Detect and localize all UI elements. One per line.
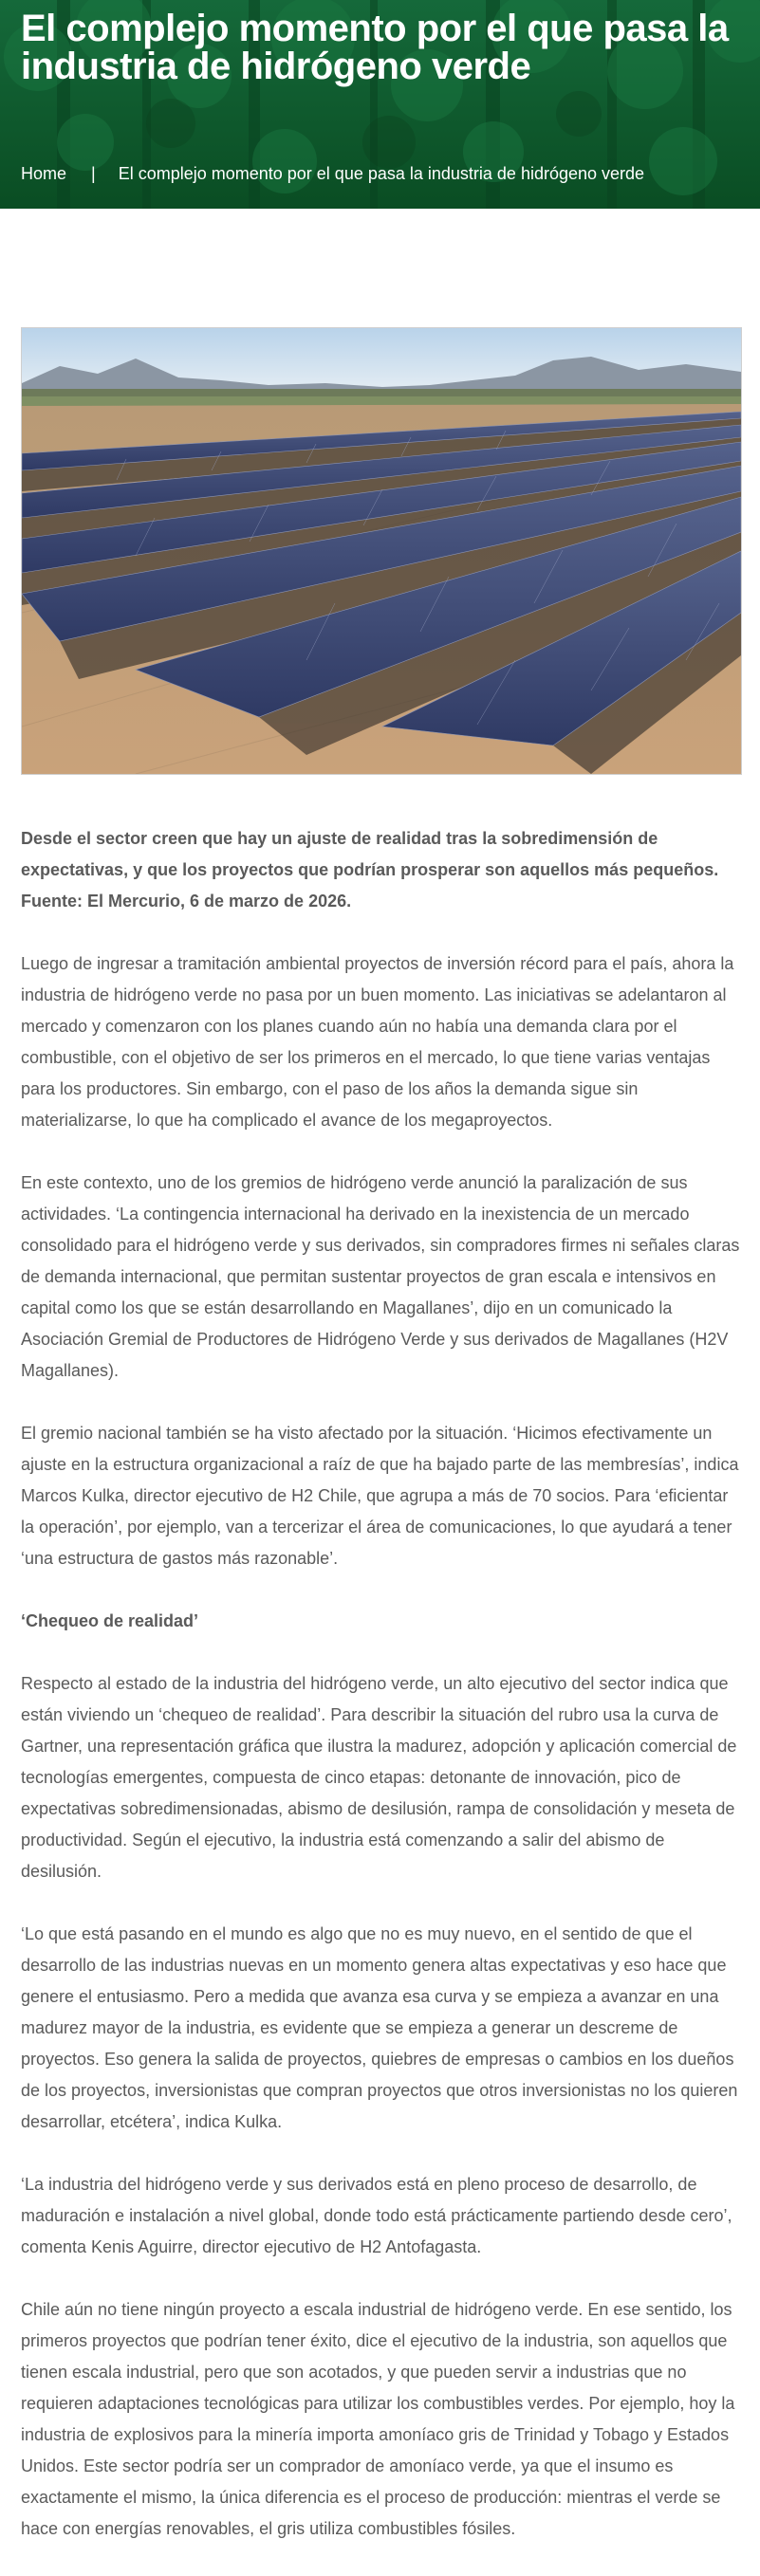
breadcrumb-separator: | xyxy=(91,164,96,183)
article-paragraph-5: ‘Lo que está pasando en el mundo es algo que no es muy nuevo, en el sentido de que el desarrollo de las industrias nuevas en un momento genera altas expectativas y eso hace que genere el entusiasmo. Pero a medida que avanza esa curva y se empieza a avanzar en una madurez mayor de la industria, es evidente que se empieza a generar un descreme de proyectos. Eso genera la salida de proyectos, quiebres de empresas o cambios en los dueños de los proyectos, inversionistas que compran proyectos que otros inversionistas no los quieren desarrollar, etcétera’, indica Kulka. xyxy=(21,1924,738,2131)
article-paragraph-7: Chile aún no tiene ningún proyecto a escala industrial de hidrógeno verde. En ese sentido, los primeros proyectos que podrían tener éxito, dice el ejecutivo de la industria, son aquellos que tienen escala industrial, pero que son acotados, y que pueden servir a industrias que no requieren adaptaciones tecnológicas para utilizar los combustibles verdes. Por ejemplo, hoy la industria de explosivos para la minería importa amoníaco gris de Trinidad y Tobago y Estados Unidos. Este sector podría ser un comprador de amoníaco verde, ya que el insumo es exactamente el mismo, la única diferencia es el proceso de producción: mientras el verde se hace con energías renovables, el gris utiliza combustibles fósiles. xyxy=(21,2300,735,2538)
breadcrumb-current: El complejo momento por el que pasa la industria de hidrógeno verde xyxy=(118,164,645,183)
article-body xyxy=(21,823,740,2576)
article-paragraph-6: ‘La industria del hidrógeno verde y sus derivados está en pleno proceso de desarrollo, de maduración e instalación a nivel global, donde todo está prácticamente partiendo desde cero’, comenta Kenis Aguirre, director ejecutivo de H2 Antofagasta. xyxy=(21,2175,732,2256)
article-paragraph-3: El gremio nacional también se ha visto afectado por la situación. ‘Hicimos efectivamente un ajuste en la estructura organizacional a raíz de que ha bajado parte de las membresías’, indica Marcos Kulka, director ejecutivo de H2 Chile, que agrupa a más de 70 socios. Para ‘eficientar la operación’, por ejemplo, van a tercerizar el área de comunicaciones, lo que ayudará a tener ‘una estructura de gastos más razonable’. xyxy=(21,1424,739,1568)
article-paragraph-2: En este contexto, uno de los gremios de hidrógeno verde anunció la paralización de sus actividades. ‘La contingencia internacional ha derivado en la inexistencia de un mercado consolidado para el hidrógeno verde y sus derivados, sin compradores firmes ni señales claras de demanda internacional, que permitan sustentar proyectos de gran escala e intensivos en capital como los que se están desarrollando en Magallanes’, dijo en un comunicado la Asociación Gremial de Productores de Hidrógeno Verde y sus derivados de Magallanes (H2V Magallanes). xyxy=(21,1173,740,1380)
breadcrumb xyxy=(21,164,644,184)
hero-banner xyxy=(0,0,760,209)
article-image xyxy=(21,327,742,775)
article-lead: Desde el sector creen que hay un ajuste de realidad tras la sobredimensión de expectativas, y que los proyectos que podrían prosperar son aquellos más pequeños. Fuente: El Mercurio, 6 de marzo de 2026. xyxy=(21,829,719,911)
page-title: El complejo momento por el que pasa la industria de hidrógeno verde xyxy=(21,8,729,87)
article-paragraph-4: Respecto al estado de la industria del hidrógeno verde, un alto ejecutivo del sector indica que están viviendo un ‘chequeo de realidad’. Para describir la situación del rubro usa la curva de Gartner, una representación gráfica que ilustra la madurez, adopción y aplicación comercial de tecnologías emergentes, compuesta de cinco etapas: detonante de innovación, pico de expectativas sobredimensionadas, abismo de desilusión, rampa de consolidación y meseta de productividad. Según el ejecutivo, la industria está comenzando a salir del abismo de desilusión. xyxy=(21,1674,737,1881)
breadcrumb-home-link[interactable]: Home xyxy=(21,164,67,183)
article-paragraph-1: Luego de ingresar a tramitación ambiental proyectos de inversión récord para el país, ahora la industria de hidrógeno verde no pasa por un buen momento. Las iniciativas se adelantaron al mercado y comenzaron con los planes cuando aún no había una demanda clara por el combustible, con el objetivo de ser los primeros en el mercado, lo que tiene varias ventajas para los productores. Sin embargo, con el paso de los años la demanda sigue sin materializarse, lo que ha complicado el avance de los megaproyectos. xyxy=(21,954,734,1130)
article-subheading: ‘Chequeo de realidad’ xyxy=(21,1611,199,1630)
solar-panel-field-image xyxy=(22,328,741,774)
